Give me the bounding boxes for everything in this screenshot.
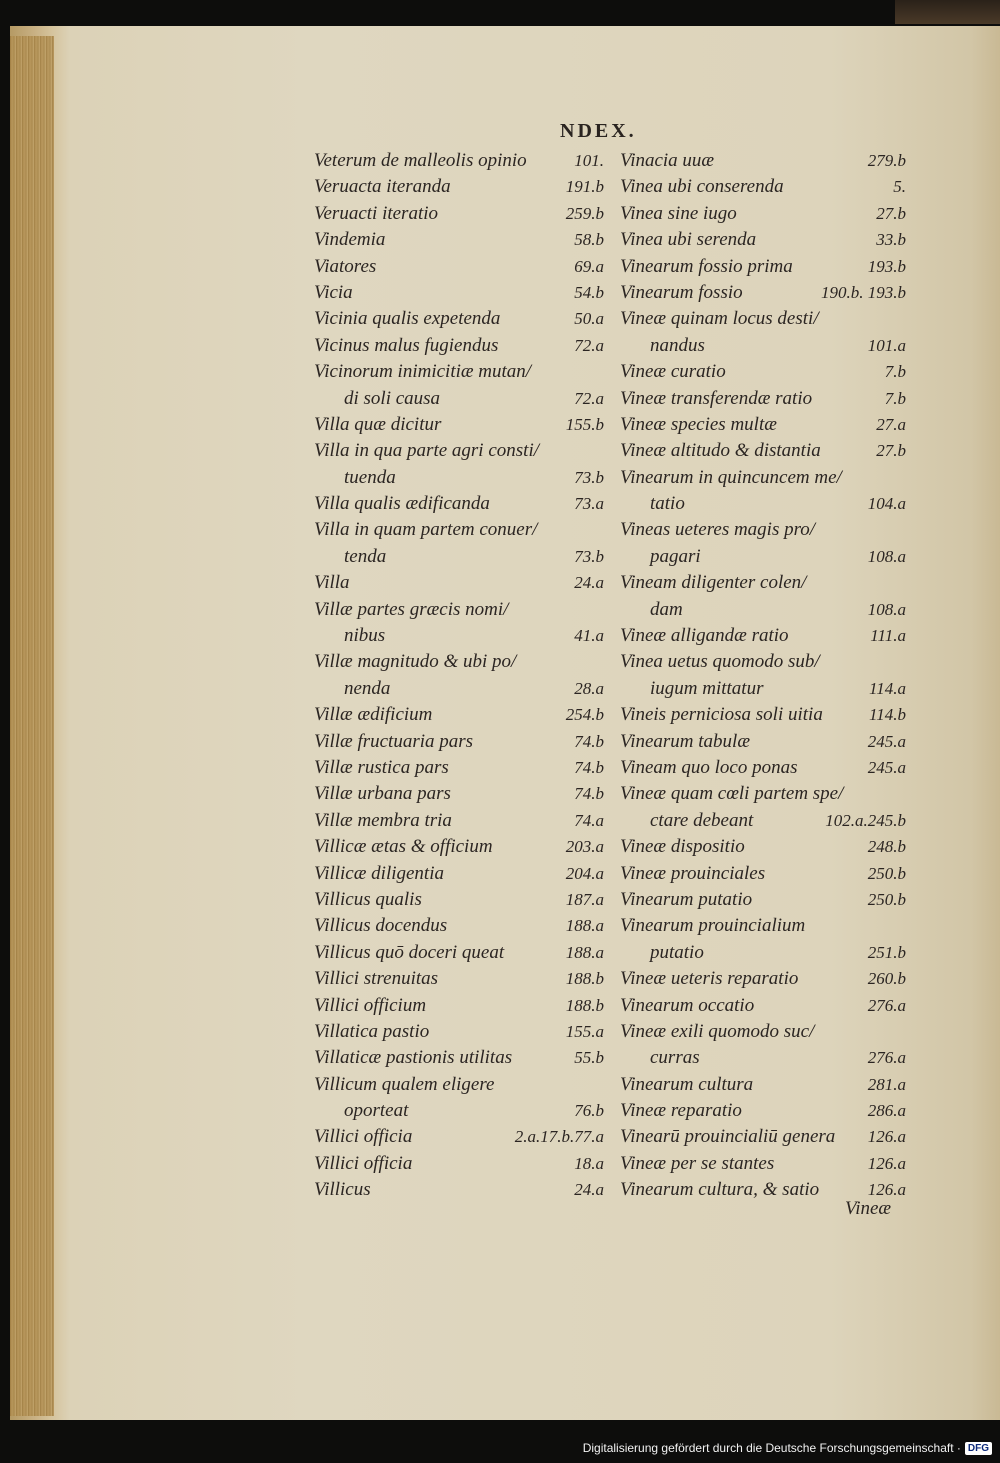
entry-page-ref: 279.b (867, 151, 906, 170)
index-entry (620, 465, 906, 518)
entry-page-ref: 74.b (574, 731, 604, 751)
entry-term-continuation: pagari (650, 545, 701, 567)
index-entry (314, 940, 604, 966)
entry-page-ref: 72.a (574, 388, 604, 408)
entry-page-ref: 33.b (876, 230, 906, 250)
entry-term: Villæ magnitudo & ubi po/ (314, 651, 517, 673)
index-entry (620, 913, 906, 966)
index-entry (620, 861, 906, 887)
entry-page-ref: 7.b (884, 362, 906, 382)
index-entry (620, 359, 906, 385)
index-entry (620, 755, 906, 781)
entry-term-continuation: ctare debeant (650, 809, 754, 831)
index-entry (620, 1098, 906, 1124)
entry-term: Vinearum prouincialium (620, 915, 806, 937)
entry-term: Vineæ quam cœli partem spe/ (620, 783, 844, 805)
index-entry (314, 1072, 604, 1125)
index-entry (314, 808, 604, 834)
entry-term: Vineas ueteres magis pro/ (620, 519, 816, 541)
index-entry (314, 993, 604, 1019)
catchword: Vineæ (845, 1198, 892, 1219)
index-entry (314, 649, 604, 702)
entry-term: Vineæ quinam locus desti/ (620, 308, 819, 330)
entry-page-ref: 286.a (867, 1101, 906, 1121)
entry-page-ref: 74.b (574, 784, 604, 804)
index-entry (314, 1045, 604, 1071)
entry-page-ref: 191.b (565, 177, 604, 197)
index-entry (620, 280, 906, 306)
entry-term: Vicinia qualis expetenda (314, 308, 501, 330)
entry-term: Vinearum fossio prima (620, 255, 793, 277)
entry-page-ref: 69.a (574, 256, 604, 276)
index-entry (314, 1124, 604, 1150)
entry-page-ref: 101.a (867, 335, 906, 355)
entry-page-ref: 114.b (869, 705, 906, 725)
entry-page-ref: 188.b (565, 995, 604, 1015)
entry-page-ref: 259.b (565, 203, 604, 223)
entry-page-ref: 27.a (876, 414, 906, 434)
entry-term: Villicus qualis (314, 888, 422, 910)
index-entry (620, 201, 906, 227)
entry-page-ref: 254.b (565, 705, 604, 725)
index-entry (314, 755, 604, 781)
entry-page-ref: 204.a (565, 863, 604, 883)
entry-page-ref: 245.a (867, 731, 906, 751)
entry-term: Vinea uetus quomodo sub/ (620, 651, 820, 673)
entry-term: Vinearum tabulæ (620, 730, 751, 752)
entry-term: Vinearum cultura, & satio (620, 1179, 820, 1201)
entry-term: Villæ membra tria (314, 809, 452, 831)
entry-page-ref: 126.a (867, 1180, 906, 1200)
index-entry (620, 1019, 906, 1072)
entry-page-ref: 5. (893, 177, 906, 197)
entry-term-continuation: tatio (650, 493, 685, 515)
index-entry (620, 306, 906, 359)
entry-term: Vinearum cultura (620, 1073, 754, 1095)
entry-term: Villa quæ dicitur (314, 413, 442, 435)
entry-term: Villæ ædificium (314, 704, 433, 726)
entry-page-ref: 193.b (867, 256, 906, 276)
entry-term: Vineæ dispositio (620, 836, 745, 858)
index-entry (314, 570, 604, 596)
entry-page-ref: 190.b. 193.b (821, 282, 906, 302)
entry-page-ref: 203.a (565, 837, 604, 857)
entry-term: Vineæ species multæ (620, 413, 777, 435)
entry-term: Villa qualis ædificanda (314, 493, 490, 515)
entry-term: Villatica pastio (314, 1020, 430, 1042)
entry-term: Vicinorum inimicitiæ mutan/ (314, 361, 532, 383)
entry-term: Villicus (314, 1179, 371, 1201)
entry-page-ref: 27.b (876, 441, 906, 461)
index-entry (620, 438, 906, 464)
entry-page-ref: 250.b (867, 889, 906, 909)
entry-term: Villæ partes græcis nomi/ (314, 598, 509, 620)
entry-page-ref: 58.b (574, 230, 604, 250)
entry-page-ref: 7.b (884, 388, 906, 408)
entry-term: Villa (314, 572, 350, 594)
index-entry (620, 386, 906, 412)
index-entry (314, 174, 604, 200)
entry-term: Veruacti iteratio (314, 202, 439, 224)
entry-term: Vineam quo loco ponas (620, 756, 798, 778)
entry-term: Villa in quam partem conuer/ (314, 519, 538, 541)
entry-term-continuation: putatio (650, 941, 704, 963)
entry-page-ref: 50.a (574, 309, 604, 329)
entry-term: Villæ urbana pars (314, 783, 451, 805)
entry-term: Vinea sine iugo (620, 202, 737, 224)
footer (583, 1441, 992, 1455)
entry-page-ref: 55.b (574, 1048, 604, 1068)
entry-term: Vicinus malus fugiendus (314, 334, 499, 356)
entry-page-ref: 188.a (565, 942, 604, 962)
index-entry (314, 254, 604, 280)
index-entry (314, 412, 604, 438)
index-entry (314, 148, 604, 174)
entry-term-continuation: nandus (650, 334, 705, 356)
entry-term-continuation: nibus (344, 625, 386, 647)
entry-term-continuation: dam (650, 598, 683, 620)
index-entry (620, 966, 906, 992)
index-entry (314, 966, 604, 992)
page-edge (10, 36, 54, 1416)
entry-page-ref: 188.a (565, 916, 604, 936)
entry-term: Vineæ prouinciales (620, 862, 766, 884)
index-entry (620, 834, 906, 860)
index-entry (620, 254, 906, 280)
index-entry (620, 993, 906, 1019)
entry-page-ref: 126.a (867, 1127, 906, 1147)
entry-term: Vinacia uuæ (620, 150, 715, 171)
index-entry (620, 570, 906, 623)
index-entry (314, 834, 604, 860)
entry-term: Villaticæ pastionis utilitas (314, 1047, 513, 1069)
entry-term: Vineæ exili quomodo suc/ (620, 1020, 815, 1042)
index-entry (314, 1019, 604, 1045)
index-entry (314, 491, 604, 517)
entry-term: Villicus quō doceri queat (314, 941, 505, 963)
entry-page-ref: 276.a (867, 1048, 906, 1068)
entry-term: Vinearum fossio (620, 281, 743, 303)
entry-page-ref: 74.a (574, 810, 604, 830)
entry-page-ref: 73.b (574, 467, 604, 487)
index-entry (620, 649, 906, 702)
index-entry (620, 1124, 906, 1150)
index-entry (620, 1072, 906, 1098)
entry-page-ref: 54.b (574, 282, 604, 302)
index-entry (314, 781, 604, 807)
entry-page-ref: 41.a (574, 626, 604, 646)
entry-term-continuation: iugum mittatur (650, 677, 764, 699)
entry-page-ref: 250.b (867, 863, 906, 883)
index-entry (314, 517, 604, 570)
entry-page-ref: 251.b (867, 942, 906, 962)
index-entry (620, 781, 906, 834)
entry-term: Vineæ transferendæ ratio (620, 387, 813, 409)
entry-page-ref: 114.a (869, 678, 906, 698)
entry-page-ref: 2.a.17.b.77.a (514, 1127, 604, 1147)
entry-term: Vicia (314, 281, 353, 303)
entry-page-ref: 27.b (876, 203, 906, 223)
entry-term-continuation: tenda (344, 545, 387, 567)
entry-page-ref: 73.b (574, 546, 604, 566)
entry-term-continuation: nenda (344, 677, 391, 699)
index-entry (620, 1151, 906, 1177)
entry-term: Villici officium (314, 994, 427, 1016)
entry-page-ref: 281.a (867, 1074, 906, 1094)
entry-term: Villicæ ætas & officium (314, 836, 493, 858)
entry-page-ref: 155.a (565, 1021, 604, 1041)
entry-page-ref: 101. (574, 151, 604, 170)
entry-page-ref: 126.a (867, 1153, 906, 1173)
entry-term: Vinearum occatio (620, 994, 755, 1016)
index-entry (314, 333, 604, 359)
entry-term: Vineæ altitudo & distantia (620, 440, 821, 462)
entry-page-ref: 276.a (867, 995, 906, 1015)
entry-term: Villicus docendus (314, 915, 448, 937)
entry-page-ref: 111.a (870, 626, 906, 646)
entry-term: Vineam diligenter colen/ (620, 572, 807, 594)
entry-term: Villici strenuitas (314, 968, 439, 990)
entry-page-ref: 24.a (574, 573, 604, 593)
entry-term: Villicæ diligentia (314, 862, 444, 884)
index-column-right (620, 148, 906, 1204)
entry-term: Villicum qualem eligere (314, 1073, 495, 1095)
entry-term: Villæ rustica pars (314, 756, 449, 778)
entry-term: Vinearum in quincuncem me/ (620, 466, 842, 488)
entry-page-ref: 102.a.245.b (825, 810, 906, 830)
entry-term: Vinearum putatio (620, 888, 753, 910)
dfg-logo-icon: DFG (965, 1442, 992, 1455)
index-entry (314, 1177, 604, 1203)
entry-term: Vineæ per se stantes (620, 1152, 775, 1174)
index-entry (314, 306, 604, 332)
entry-term: Vineis perniciosa soli uitia (620, 704, 823, 726)
entry-page-ref: 73.a (574, 494, 604, 514)
index-entry (314, 861, 604, 887)
entry-page-ref: 155.b (565, 414, 604, 434)
entry-page-ref: 260.b (867, 969, 906, 989)
index-entry (314, 597, 604, 650)
entry-term: Villici officia (314, 1152, 413, 1174)
index-entry (314, 887, 604, 913)
index-entry (620, 887, 906, 913)
footer-text: Digitalisierung gefördert durch die Deutsche Forschungsgemeinschaft · (582, 1441, 961, 1455)
entry-term: Villa in qua parte agri consti/ (314, 440, 540, 462)
entry-term: Vineæ reparatio (620, 1100, 742, 1122)
index-entry (620, 702, 906, 728)
index-entry (620, 412, 906, 438)
entry-term: Vineæ curatio (620, 361, 726, 383)
index-entry (620, 623, 906, 649)
entry-term: Vindemia (314, 229, 386, 251)
entry-term: Vinea ubi conserenda (620, 176, 784, 198)
index-entry (314, 201, 604, 227)
entry-page-ref: 18.a (574, 1153, 604, 1173)
entry-page-ref: 104.a (867, 494, 906, 514)
entry-page-ref: 248.b (867, 837, 906, 857)
entry-page-ref: 76.b (574, 1101, 604, 1121)
entry-page-ref: 72.a (574, 335, 604, 355)
entry-page-ref: 24.a (574, 1180, 604, 1200)
index-entry (314, 227, 604, 253)
index-entry (314, 438, 604, 491)
index-entry (314, 1151, 604, 1177)
entry-term-continuation: di soli causa (344, 387, 441, 409)
index-entry (314, 359, 604, 412)
entry-page-ref: 74.b (574, 757, 604, 777)
entry-page-ref: 28.a (574, 678, 604, 698)
entry-term-continuation: oporteat (344, 1100, 409, 1122)
book-corner (895, 0, 1000, 24)
entry-term: Viatores (314, 255, 377, 277)
entry-page-ref: 187.a (565, 889, 604, 909)
entry-term: Veterum de malleolis opinio (314, 150, 527, 171)
entry-term: Vineæ alligandæ ratio (620, 625, 789, 647)
entry-term: Veruacta iteranda (314, 176, 451, 198)
entry-term: Vinearū prouincialiū genera (620, 1126, 836, 1148)
index-entry (314, 702, 604, 728)
entry-term: Villæ fructuaria pars (314, 730, 474, 752)
entry-page-ref: 188.b (565, 969, 604, 989)
index-entry (314, 729, 604, 755)
entry-page-ref: 245.a (867, 757, 906, 777)
entry-page-ref: 108.a (867, 546, 906, 566)
index-entry (620, 729, 906, 755)
page-header: NDEX. (560, 120, 637, 142)
index-entry (620, 517, 906, 570)
entry-term-continuation: curras (650, 1047, 700, 1069)
entry-term: Villici officia (314, 1126, 413, 1148)
entry-term-continuation: tuenda (344, 466, 396, 488)
index-entry (620, 148, 906, 174)
index-entry (620, 174, 906, 200)
entry-term: Vinea ubi serenda (620, 229, 757, 251)
index-entry (620, 227, 906, 253)
index-entry (314, 913, 604, 939)
index-entry (314, 280, 604, 306)
index-column-left (314, 148, 604, 1204)
entry-page-ref: 108.a (867, 599, 906, 619)
entry-term: Vineæ ueteris reparatio (620, 968, 799, 990)
